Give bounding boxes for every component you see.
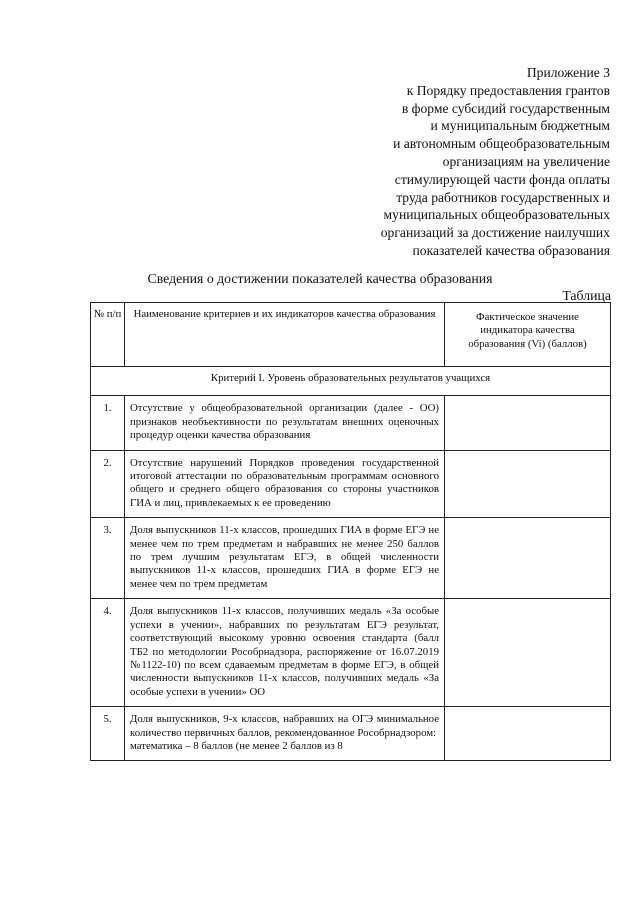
row-number: 2. [91, 450, 125, 518]
appendix-line: стимулирующей части фонда оплаты [394, 171, 610, 187]
row-indicator [125, 450, 445, 518]
row-indicator [125, 707, 445, 761]
row-value-cell[interactable] [445, 396, 611, 450]
table-row [91, 518, 611, 599]
appendix-line: Приложение 3 [526, 65, 610, 80]
row-value-cell[interactable] [445, 450, 611, 518]
row-number: 4. [91, 599, 125, 707]
row-indicator [125, 599, 445, 707]
row-indicator [125, 518, 445, 599]
appendix-line: и автономным общеобразовательным [393, 136, 610, 152]
table-row [91, 707, 611, 761]
appendix-line: организациям на увеличение [442, 153, 610, 169]
row-indicator-text: Отсутствие у общеобразовательной организации (далее - ОО) признаков необъективности по результатам внешних оценочных процедур оценки качества образования [130, 402, 439, 442]
appendix-line: в форме субсидий государственным [401, 100, 610, 116]
appendix-line: труда работников государственных и [396, 189, 610, 205]
header-fact-value: Фактическое значение индикатора качества образования (Vi) (баллов) [445, 303, 611, 367]
row-number: 5. [91, 707, 125, 761]
document-title: Сведения о достижении показателей качества образования [147, 271, 493, 286]
table-label: Таблица [562, 288, 611, 303]
row-indicator [125, 396, 445, 450]
header-number: № п/п [91, 303, 125, 367]
row-value-cell[interactable] [445, 707, 611, 761]
criterion-row [91, 367, 611, 396]
table-row [91, 450, 611, 518]
row-indicator-text: Доля выпускников, 9-х классов, набравших на ОГЭ минимальное количество первичных баллов, рекомендованное Рособрнадзором: [130, 713, 439, 739]
appendix-line: муниципальных общеобразовательных [383, 207, 610, 223]
criteria-table [90, 302, 611, 761]
row-value-cell[interactable] [445, 599, 611, 707]
appendix-line: к Порядку предоставления грантов [406, 82, 610, 98]
appendix-line: показателей качества образования [412, 242, 610, 258]
table-row [91, 599, 611, 707]
row-indicator-subtext: математика – 8 баллов (не менее 2 баллов из 8 [130, 739, 343, 752]
appendix-line: и муниципальным бюджетным [430, 118, 610, 134]
table-row [91, 396, 611, 450]
row-number: 1. [91, 396, 125, 450]
header-name: Наименование критериев и их индикаторов качества образования [125, 303, 445, 367]
row-value-cell[interactable] [445, 518, 611, 599]
row-number: 3. [91, 518, 125, 599]
criterion-title: Критерий I. Уровень образовательных результатов учащихся [91, 367, 611, 396]
appendix-line: организаций за достижение наилучших [380, 225, 610, 241]
row-indicator-text: Доля выпускников 11-х классов, прошедших ГИА в форме ЕГЭ не менее чем по трем предметам и набравших не менее 250 баллов по трем лучшим результатам ЕГЭ, в общей численности выпускников 11-х классов, прошедших ГИА в форме ЕГЭ не менее чем по трем предметам [130, 524, 439, 590]
table-header-row [91, 303, 611, 367]
row-indicator-text: Доля выпускников 11-х классов, получивших медаль «За особые успехи в учении», набравших по результатам ЕГЭ результат, соответствующий высокому уровню освоения стандарта (балл ТБ2 по методологии Рособрнадзора, распоряжение от 16.07.2019 №1122-10) по всем сдаваемым предметам в форме ЕГЭ, в общей численности выпускников 11-х классов, получивших медаль «За особые успехи в учении» ОО [130, 605, 439, 698]
appendix-heading [310, 64, 610, 260]
row-indicator-text: Отсутствие нарушений Порядков проведения государственной итоговой аттестации по образовательным программам основного общего и среднего общего образования со стороны участников ГИА и лиц, привлекаемых к ее проведению [130, 456, 439, 509]
